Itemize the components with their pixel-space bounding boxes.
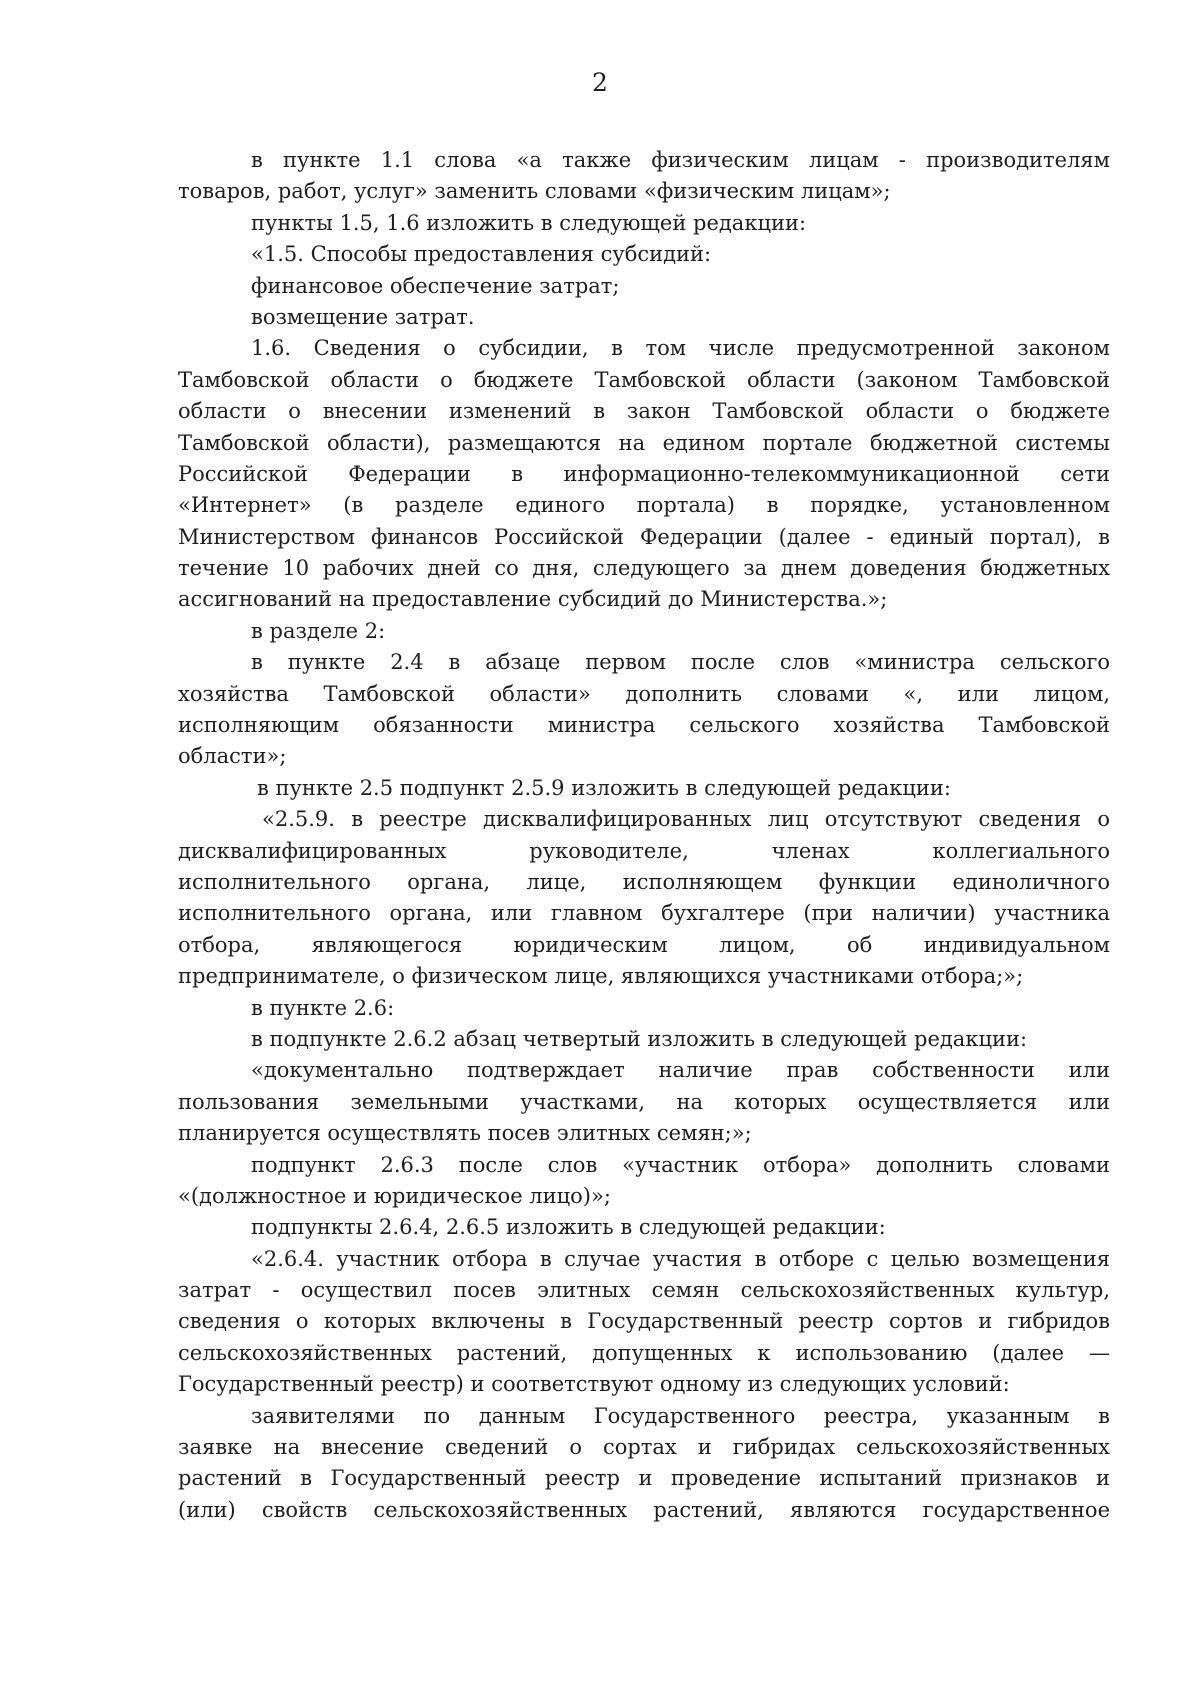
text-line: ассигнований на предоставление субсидий до Министерства.»; <box>178 587 888 612</box>
text-line: «2.5.9. в реестре дисквалифицированных лиц отсутствуют сведения о <box>262 807 1110 832</box>
text-line: планируется осуществлять посев элитных семян;»; <box>178 1121 752 1146</box>
text-line: области»; <box>178 744 287 769</box>
document-body <box>178 145 1110 1526</box>
text-line: в пункте 2.4 в абзаце первом после слов «министра сельского <box>251 650 1110 675</box>
text-line: в пункте 2.5 подпункт 2.5.9 изложить в следующей редакции: <box>257 775 951 800</box>
text-line: «1.5. Способы предоставления субсидий: <box>251 242 712 267</box>
text-line: пользования земельными участками, на которых осуществляется или <box>178 1089 1110 1114</box>
text-line: Министерством финансов Российской Федерации (далее - единый портал), в <box>178 524 1110 549</box>
text-line: «(должностное и юридическое лицо)»; <box>178 1183 611 1208</box>
text-line: отбора, являющегося юридическим лицом, об индивидуальном <box>178 932 1110 957</box>
text-line: сельскохозяйственных растений, допущенных к использованию (далее — <box>178 1340 1110 1365</box>
text-line: предпринимателе, о физическом лице, являющихся участниками отбора;»; <box>178 964 1024 989</box>
text-line: исполнительного органа, или главном бухгалтере (при наличии) участника <box>178 901 1110 926</box>
text-line: растений в Государственный реестр и проведение испытаний признаков и <box>178 1466 1110 1491</box>
text-line: Государственный реестр) и соответствуют одному из следующих условий: <box>178 1372 1010 1397</box>
text-line: товаров, работ, услуг» заменить словами «физическим лицам»; <box>178 179 891 204</box>
text-line: подпункт 2.6.3 после слов «участник отбора» дополнить словами <box>251 1152 1110 1177</box>
text-line: дисквалифицированных руководителе, членах коллегиального <box>178 838 1110 863</box>
text-line: Тамбовской области о бюджете Тамбовской области (законом Тамбовской <box>178 367 1110 392</box>
text-line: «2.6.4. участник отбора в случае участия в отборе с целью возмещения <box>251 1246 1110 1271</box>
text-line: исполнительного органа, лице, исполняющем функции единоличного <box>178 869 1110 894</box>
text-line: пункты 1.5, 1.6 изложить в следующей редакции: <box>251 210 807 235</box>
text-line: сведения о которых включены в Государственный реестр сортов и гибридов <box>178 1309 1110 1334</box>
text-line: (или) свойств сельскохозяйственных растений, являются государственное <box>178 1497 1110 1522</box>
text-line: в пункте 2.6: <box>251 995 395 1020</box>
text-line: «Интернет» (в разделе единого портала) в порядке, установленном <box>178 493 1110 518</box>
text-line: области о внесении изменений в закон Тамбовской области о бюджете <box>178 399 1110 424</box>
text-line: возмещение затрат. <box>251 304 475 329</box>
text-line: заявителями по данным Государственного реестра, указанным в <box>251 1403 1110 1428</box>
text-line: 1.6. Сведения о субсидии, в том числе предусмотренной законом <box>251 336 1110 361</box>
text-line: в разделе 2: <box>251 618 386 643</box>
text-line: Российской Федерации в информационно-телекоммуникационной сети <box>178 461 1110 486</box>
page-number: 2 <box>592 68 608 97</box>
text-line: в пункте 1.1 слова «а также физическим лицам - производителям <box>251 148 1110 172</box>
text-line: заявке на внесение сведений о сортах и гибридах сельскохозяйственных <box>178 1435 1110 1460</box>
text-line: «документально подтверждает наличие прав собственности или <box>251 1058 1110 1083</box>
text-line: в подпункте 2.6.2 абзац четвертый изложить в следующей редакции: <box>251 1026 1028 1051</box>
text-line: финансовое обеспечение затрат; <box>251 273 620 298</box>
text-line: хозяйства Тамбовской области» дополнить словами «, или лицом, <box>178 681 1110 706</box>
text-line: затрат - осуществил посев элитных семян сельскохозяйственных культур, <box>178 1278 1110 1303</box>
text-line: подпункты 2.6.4, 2.6.5 изложить в следующей редакции: <box>251 1215 886 1240</box>
text-line: исполняющим обязанности министра сельского хозяйства Тамбовской <box>178 713 1110 738</box>
text-line: Тамбовской области), размещаются на едином портале бюджетной системы <box>178 430 1110 455</box>
text-line: течение 10 рабочих дней со дня, следующего за днем доведения бюджетных <box>178 556 1110 581</box>
